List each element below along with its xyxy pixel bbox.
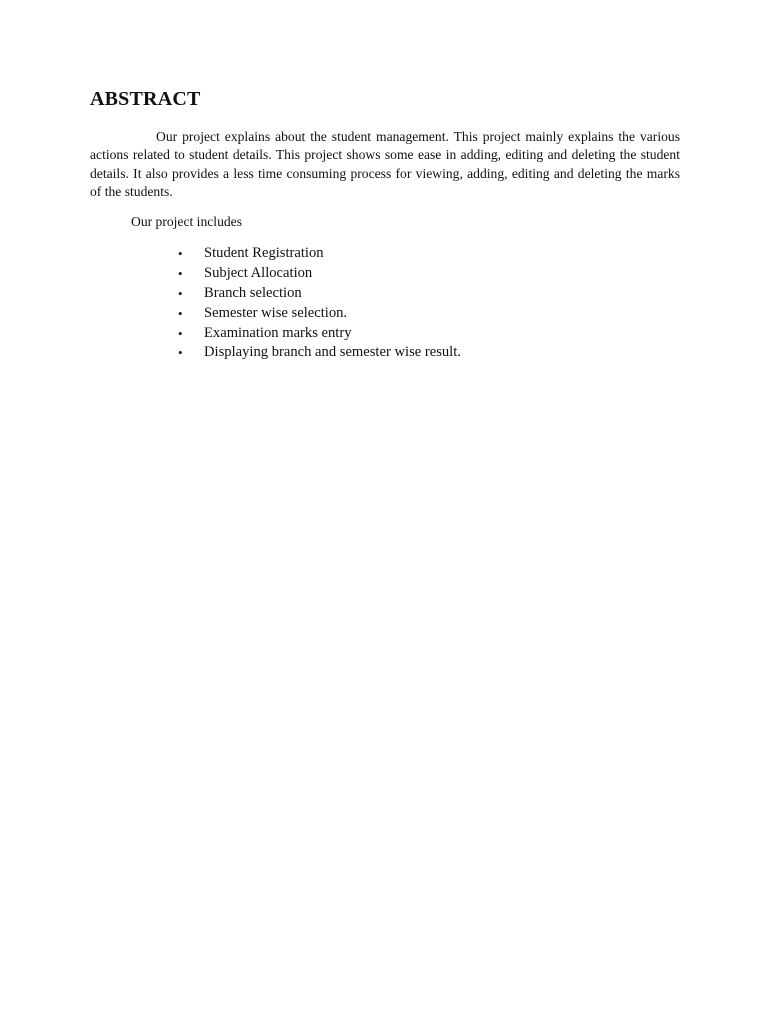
list-item <box>178 304 461 324</box>
list-item <box>178 324 461 344</box>
features-intro: Our project includes <box>131 214 242 229</box>
list-item <box>178 284 461 304</box>
bullet-icon: • <box>178 285 183 301</box>
feature-label: Branch selection <box>204 284 302 301</box>
bullet-icon: • <box>178 325 183 341</box>
list-item <box>178 264 461 284</box>
abstract-paragraph: Our project explains about the student management. This project mainly explains the various actions related to student details. This project shows some ease in adding, editing and deleting the student details. It also provides a less time consuming process for viewing, adding, editing and deleting the marks of the students. <box>90 129 680 199</box>
feature-label: Subject Allocation <box>204 264 313 281</box>
bullet-icon: • <box>178 265 183 281</box>
bullet-icon: • <box>178 246 183 261</box>
list-item <box>178 244 461 264</box>
feature-label: Student Registration <box>204 245 324 261</box>
feature-label: Displaying branch and semester wise result. <box>204 344 461 361</box>
features-list <box>178 244 461 363</box>
list-item <box>178 343 461 363</box>
abstract-heading: ABSTRACT <box>90 88 201 110</box>
feature-label: Examination marks entry <box>204 324 352 341</box>
bullet-icon: • <box>178 305 183 321</box>
feature-label: Semester wise selection. <box>204 304 348 321</box>
bullet-icon: • <box>178 345 183 361</box>
